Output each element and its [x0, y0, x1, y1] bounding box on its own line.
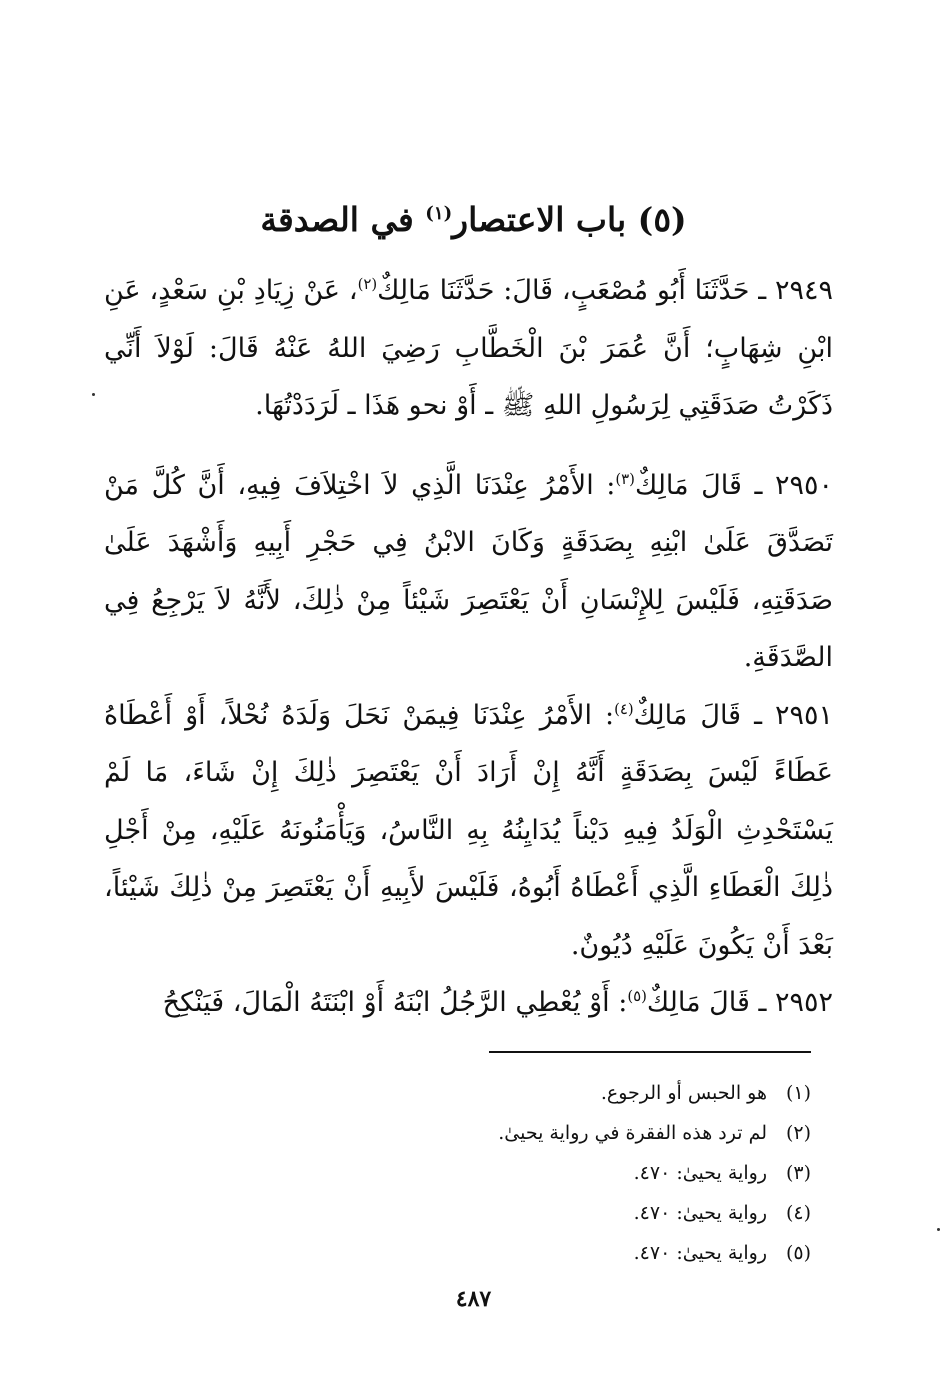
scan-speck: [92, 393, 95, 396]
paragraph-2952: [104, 974, 833, 1032]
paragraph-text: ٢٩٥١ ـ قَالَ مَالِكٌ: [633, 699, 833, 731]
footnote-item: [311, 1233, 811, 1273]
paragraph-text: ، عَنْ زِيَادِ بْنِ سَعْدٍ، عَنِ ابْنِ شِهَابٍ؛ أَنَّ عُمَرَ بْنَ الْخَطَّابِ رَضِيَ اللهُ عَنْهُ قَالَ: لَوْلاَ أَنِّي ذَكَرْتُ صَدَقَتِي لِرَسُولِ اللهِ ﷺ ـ أَوْ نحو هَذَا ـ لَرَدَدْتُهَا.: [104, 275, 833, 421]
chapter-heading-text: (٥) باب الاعتصار: [452, 200, 687, 240]
chapter-heading-text-end: في الصدقة: [260, 200, 426, 240]
footnote-ref: (٣): [615, 469, 635, 488]
footnote-number: (٣): [785, 1162, 811, 1184]
footnote-item: [311, 1113, 811, 1153]
paragraph-text: : أَوْ يُعْطِي الرَّجُلُ ابْنَهُ أَوْ ابْنَتَهُ الْمَالَ، فَيَنْكِحُ: [162, 987, 628, 1018]
footnote-text: لم ترد هذه الفقرة في رواية يحيىٰ.: [498, 1122, 767, 1144]
paragraph-text: ٢٩٤٩ ـ حَدَّثَنَا أَبُو مُصْعَبٍ، قَالَ: حَدَّثَنَا مَالِكٌ: [377, 275, 833, 306]
scan-speck: [937, 1228, 940, 1231]
footnote-item: [311, 1193, 811, 1233]
paragraph-text: : الأَمْرُ عِنْدَنَا الَّذِي لاَ اخْتِلاَفَ فِيهِ، أَنَّ كُلَّ مَنْ تَصَدَّقَ عَلَىٰ ابْنِهِ بِصَدَقَةٍ وَكَانَ الابْنُ فِي حَجْرِ أَبِيهِ وَأَشْهَدَ عَلَىٰ صَدَقَتِهِ، فَلَيْسَ لِلإِنْسَانِ أَنْ يَعْتَصِرَ شَيْئاً مِنْ ذٰلِكَ، لأَنَّهُ لاَ يَرْجِعُ فِي الصَّدَقَةِ.: [104, 469, 833, 673]
paragraph-text: ٢٩٥٢ ـ قَالَ مَالِكٌ: [646, 987, 833, 1018]
body-text: [104, 262, 833, 1032]
footnote-text: هو الحبس أو الرجوع.: [600, 1082, 767, 1104]
footnote-number: (٤): [785, 1202, 811, 1224]
footnotes: [311, 1073, 811, 1273]
footnote-item: [311, 1073, 811, 1113]
footnote-number: (٥): [785, 1242, 811, 1264]
footnote-text: رواية يحيىٰ: ٤٧٠.: [633, 1242, 767, 1264]
footnote-number: (٢): [785, 1122, 811, 1144]
footnote-item: [311, 1153, 811, 1193]
footnote-ref: (٤): [614, 699, 634, 718]
footnote-divider: [489, 1051, 811, 1053]
footnote-ref: (٥): [627, 987, 647, 1005]
paragraph-2950: [104, 457, 833, 687]
footnote-text: رواية يحيىٰ: ٤٧٠.: [633, 1202, 767, 1224]
paragraph-2949: [104, 262, 833, 435]
footnote-ref: (٢): [357, 275, 378, 293]
page-number: ٤٨٧: [455, 1286, 492, 1312]
paragraph-text: ٢٩٥٠ ـ قَالَ مَالِكٌ: [634, 469, 833, 501]
chapter-heading: [100, 195, 847, 245]
footnote-number: (١): [785, 1082, 811, 1104]
footnote-text: رواية يحيىٰ: ٤٧٠.: [633, 1162, 767, 1184]
paragraph-2951: [104, 687, 833, 975]
paragraph-text: : الأَمْرُ عِنْدَنَا فِيمَنْ نَحَلَ وَلَدَهُ نُحْلاً، أَوْ أَعْطَاهُ عَطَاءً لَيْسَ بِصَدَقَةٍ أَنَّهُ إِنْ أَرَادَ أَنْ يَعْتَصِرَ ذٰلِكَ إِنْ شَاءَ، مَا لَمْ يَسْتَحْدِثِ الْوَلَدُ فِيهِ دَيْناً يُدَايِنُهُ بِهِ النَّاسُ، وَيَأْمَنُونَهُ عَلَيْهِ، مِنْ أَجْلِ ذٰلِكَ الْعَطَاءِ الَّذِي أَعْطَاهُ أَبُوهُ، فَلَيْسَ لأَبِيهِ أَنْ يَعْتَصِرَ مِنْ ذٰلِكَ شَيْئاً، بَعْدَ أَنْ يَكُونَ عَلَيْهِ دُيُونٌ.: [104, 699, 833, 961]
footnote-ref: (١): [425, 203, 453, 225]
